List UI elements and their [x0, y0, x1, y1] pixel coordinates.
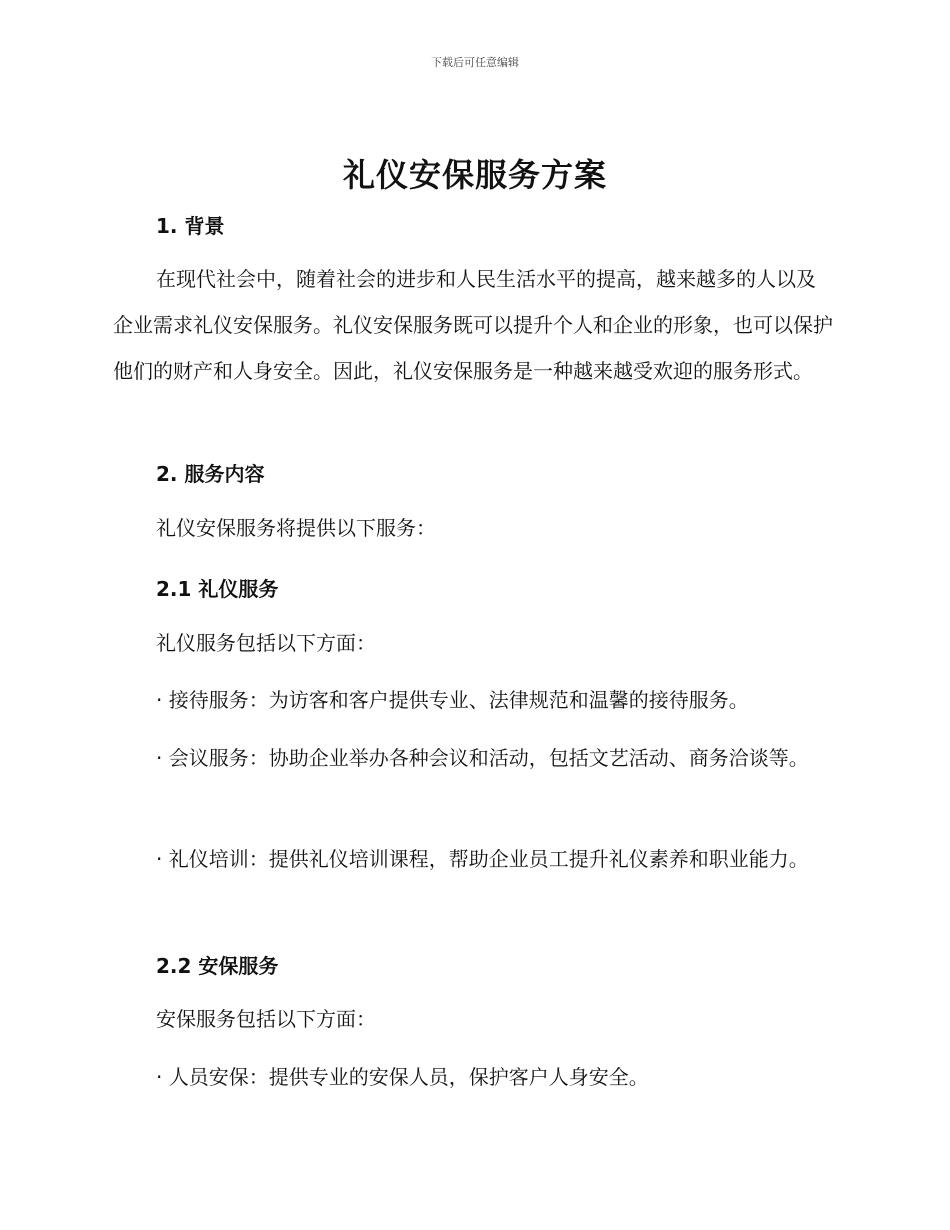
header-note: 下载后可任意编辑: [431, 56, 519, 69]
etiquette-item-training: · 礼仪培训：提供礼仪培训课程，帮助企业员工提升礼仪素养和职业能力。: [156, 847, 809, 871]
section-heading-security: 2.2 安保服务: [156, 954, 279, 978]
etiquette-intro: 礼仪服务包括以下方面：: [156, 631, 376, 655]
section-heading-background: 1. 背景: [156, 214, 225, 238]
security-item-personnel: · 人员安保：提供专业的安保人员，保护客户人身安全。: [156, 1065, 649, 1089]
section-heading-service-content: 2. 服务内容: [156, 462, 265, 486]
service-content-intro: 礼仪安保服务将提供以下服务：: [156, 516, 436, 540]
etiquette-item-reception: · 接待服务：为访客和客户提供专业、法律规范和温馨的接待服务。: [156, 688, 749, 712]
document-title: 礼仪安保服务方案: [342, 156, 607, 194]
background-paragraph: 在现代社会中，随着社会的进步和人民生活水平的提高，越来越多的人以及企业需求礼仪安保服务。礼仪安保服务既可以提升个人和企业的形象，也可以保护他们的财产和人身安全。因此，礼仪安保服务是一种越来越受欢迎的服务形式。: [113, 267, 833, 383]
etiquette-item-meeting: · 会议服务：协助企业举办各种会议和活动，包括文艺活动、商务洽谈等。: [156, 746, 809, 770]
security-intro: 安保服务包括以下方面：: [156, 1007, 376, 1031]
section-heading-etiquette: 2.1 礼仪服务: [156, 577, 279, 601]
